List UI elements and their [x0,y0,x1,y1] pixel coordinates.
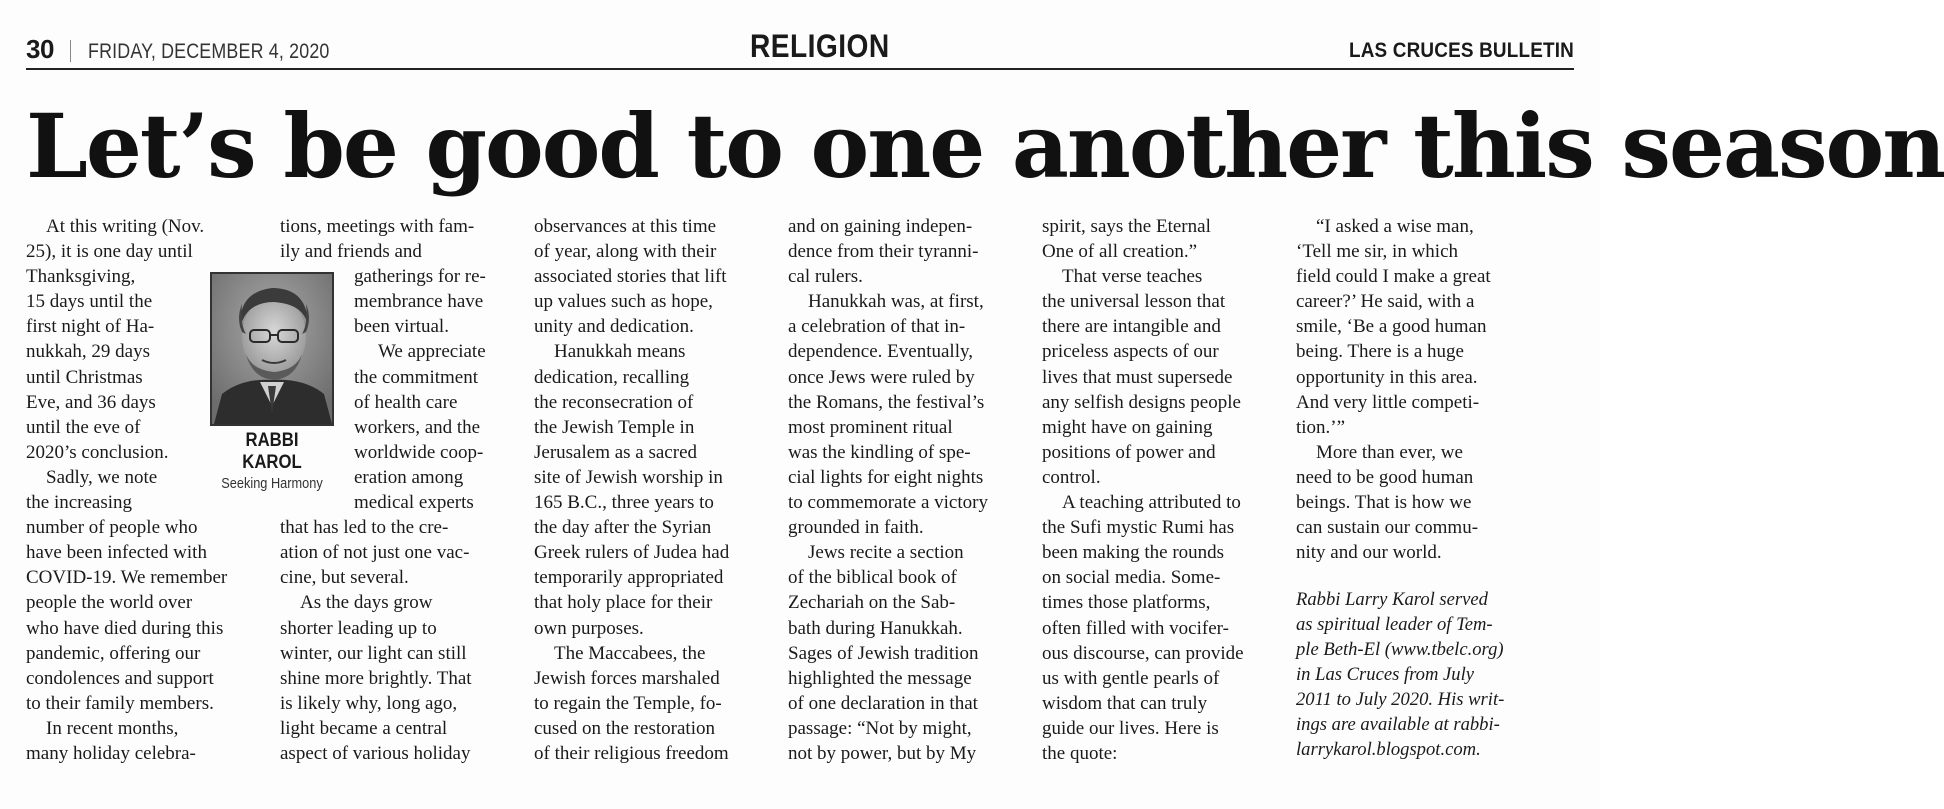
paragraph [1296,214,1546,565]
text-line: And very little competi- [1296,391,1480,413]
author-bio [1296,587,1546,762]
text-line: ple Beth-El (www.tbelc.org) [1296,639,1504,661]
paragraph [26,465,266,716]
text-line: bath during Hanukkah. [788,617,963,639]
header-divider [70,40,71,62]
text-line: observances at this time [534,216,717,237]
page-number: 30 [26,34,54,64]
text-line: most prominent ritual [788,416,953,438]
issue-date: FRIDAY, DECEMBER 4, 2020 [88,40,330,63]
text-line: unity and dedication. [534,316,694,338]
text-line: people the world over [26,592,193,614]
text-line: been making the rounds [1042,542,1225,564]
text-line: As the days grow [300,592,433,614]
text-line: 15 days until the [26,291,153,313]
text-line: to commemorate a victory [788,492,988,514]
text-line: dedication, recalling [534,366,690,388]
text-line: Greek rulers of Judea had [534,542,730,564]
text-line: smile, ‘Be a good human [1296,316,1487,338]
text-line: temporarily appropriated [534,567,724,589]
article-column-4 [788,214,1028,766]
text-line: that has led to the cre- [280,517,449,539]
article-column-2 [280,214,520,766]
text-line: lives that must supersede [1042,366,1233,388]
text-line: Hanukkah means [554,341,686,363]
text-line: workers, and the [354,416,481,438]
text-line: first night of Ha- [26,316,155,338]
text-line: medical experts [354,492,474,514]
text-line: ‘Tell me sir, in which [1296,241,1459,263]
text-line: the commitment [354,366,479,388]
text-line: the Jewish Temple in [534,416,695,438]
text-line: cial lights for eight nights [788,466,984,488]
text-line: winter, our light can still [280,642,467,664]
text-line: ily and friends and [280,241,422,263]
text-line: More than ever, we [1316,441,1463,463]
text-line: Sages of Jewish tradition [788,642,979,664]
text-line: dependence. Eventually, [788,341,973,363]
text-line: beings. That is how we [1296,492,1472,514]
text-line: need to be good human [1296,466,1474,488]
text-line: Eve, and 36 days [26,391,156,413]
text-line: and on gaining indepen- [788,216,973,237]
text-line: until the eve of [26,416,141,438]
text-line: At this writing (Nov. [46,216,205,237]
text-line: nity and our world. [1296,542,1442,564]
text-line: grounded in faith. [788,517,924,539]
text-line: shine more brightly. That [280,667,472,689]
text-line: Jewish forces marshaled [534,667,720,689]
text-line: the universal lesson that [1042,291,1226,313]
page-header [26,28,1574,70]
text-line: us with gentle pearls of [1042,667,1220,689]
paragraph [1042,214,1282,766]
text-line: the quote: [1042,742,1118,764]
text-line: larrykarol.blogspot.com. [1296,739,1481,761]
text-line: nukkah, 29 days [26,341,151,363]
text-line: of year, along with their [534,241,717,263]
text-line: Thanksgiving, [26,266,136,288]
text-line: Zechariah on the Sab- [788,592,956,614]
text-line: guide our lives. Here is [1042,717,1219,739]
text-line: on social media. Some- [1042,567,1221,589]
text-line: number of people who [26,517,198,539]
text-line: cine, but several. [280,567,409,589]
text-line: membrance have [354,291,484,313]
text-line: of the biblical book of [788,567,957,589]
text-line: tions, meetings with fam- [280,216,475,237]
text-line: cused on the restoration [534,717,715,739]
text-line: highlighted the message [788,667,972,689]
text-line: in Las Cruces from July [1296,664,1475,686]
text-line: site of Jewish worship in [534,466,723,488]
text-line: as spiritual leader of Tem- [1296,614,1493,636]
article-column-3 [534,214,774,766]
publication-name: LAS CRUCES BULLETIN [1349,39,1574,62]
text-line: “I asked a wise man, [1316,216,1474,237]
section-title: RELIGION [750,28,890,64]
text-line: not by power, but by My [788,742,977,764]
text-line: worldwide coop- [354,441,484,463]
paragraph [280,214,520,766]
text-line: positions of power and [1042,441,1216,463]
text-line: the reconsecration of [534,391,694,413]
text-line: until Christmas [26,366,143,388]
text-line: field could I make a great [1296,266,1491,288]
text-line: associated stories that lift [534,266,727,288]
text-line: can sustain our commu- [1296,517,1479,539]
text-line: light became a central [280,717,448,739]
text-line: a celebration of that in- [788,316,966,338]
text-line: been virtual. [354,316,449,338]
text-line: up values such as hope, [534,291,713,313]
text-line: ous discourse, can provide [1042,642,1244,664]
text-line: the Sufi mystic Rumi has [1042,517,1235,539]
text-line: the increasing [26,492,133,514]
paragraph [534,214,774,766]
paragraph [788,214,1028,766]
text-line: eration among [354,466,464,488]
text-line: the Romans, the festival’s [788,391,985,413]
text-line: of one declaration in that [788,692,978,714]
text-line: opportunity in this area. [1296,366,1478,388]
article-column-6 [1296,214,1546,762]
text-line: is likely why, long ago, [280,692,458,714]
text-line: 2020’s conclusion. [26,441,169,463]
text-line: 165 B.C., three years to [534,492,714,514]
text-line: many holiday celebra- [26,742,196,764]
text-line: That verse teaches [1062,266,1203,288]
text-line: being. There is a huge [1296,341,1464,363]
text-line: dence from their tyranni- [788,241,979,263]
text-line: gatherings for re- [354,266,486,288]
text-line: Rabbi Larry Karol served [1296,589,1488,611]
author-name-line: RABBI [245,430,299,451]
text-line: of health care [354,391,458,413]
text-line: Sadly, we note [46,466,158,488]
column-name: Seeking Harmony [221,476,323,492]
text-line: career?’ He said, with a [1296,291,1475,313]
text-line: The Maccabees, the [554,642,706,664]
text-line: Hanukkah was, at first, [808,291,984,313]
text-line: spirit, says the Eternal [1042,216,1211,237]
text-line: One of all creation.” [1042,241,1198,263]
article-column-5 [1042,214,1282,766]
text-line: any selfish designs people [1042,391,1241,413]
text-line: was the kindling of spe- [788,441,971,463]
text-line: the day after the Syrian [534,517,712,539]
text-line: of their religious freedom [534,742,729,764]
paragraph [26,716,266,766]
text-line: aspect of various holiday [280,742,471,764]
author-name-line: KAROL [242,452,302,473]
text-line: once Jews were ruled by [788,366,975,388]
article-headline: Let’s be good to one another this season [26,94,1944,198]
text-line: Jerusalem as a sacred [534,441,698,463]
text-line: In recent months, [46,717,179,739]
text-line: own purposes. [534,617,644,639]
text-line: cal rulers. [788,266,863,288]
text-line: have been infected with [26,542,207,564]
text-line: ation of not just one vac- [280,542,470,564]
text-line: condolences and support [26,667,214,689]
text-line: priceless aspects of our [1042,341,1219,363]
text-line: who have died during this [26,617,224,639]
text-line: ings are available at rabbi- [1296,714,1500,736]
text-line: wisdom that can truly [1042,692,1208,714]
text-line: passage: “Not by might, [788,717,972,739]
text-line: COVID-19. We remember [26,567,228,589]
text-line: often filled with vocifer- [1042,617,1229,639]
text-line: pandemic, offering our [26,642,201,664]
text-line: that holy place for their [534,592,713,614]
text-line: A teaching attributed to [1062,492,1241,514]
text-line: shorter leading up to [280,617,437,639]
text-line: control. [1042,466,1101,488]
text-line: tion.’” [1296,416,1346,438]
text-line: We appreciate [378,341,486,363]
text-line: Jews recite a section [808,542,964,564]
text-line: to their family members. [26,692,214,714]
text-line: there are intangible and [1042,316,1221,338]
text-line: 2011 to July 2020. His writ- [1296,689,1505,711]
text-line: to regain the Temple, fo- [534,692,722,714]
text-line: times those platforms, [1042,592,1211,614]
text-line: might have on gaining [1042,416,1213,438]
text-line: 25), it is one day until [26,241,193,263]
